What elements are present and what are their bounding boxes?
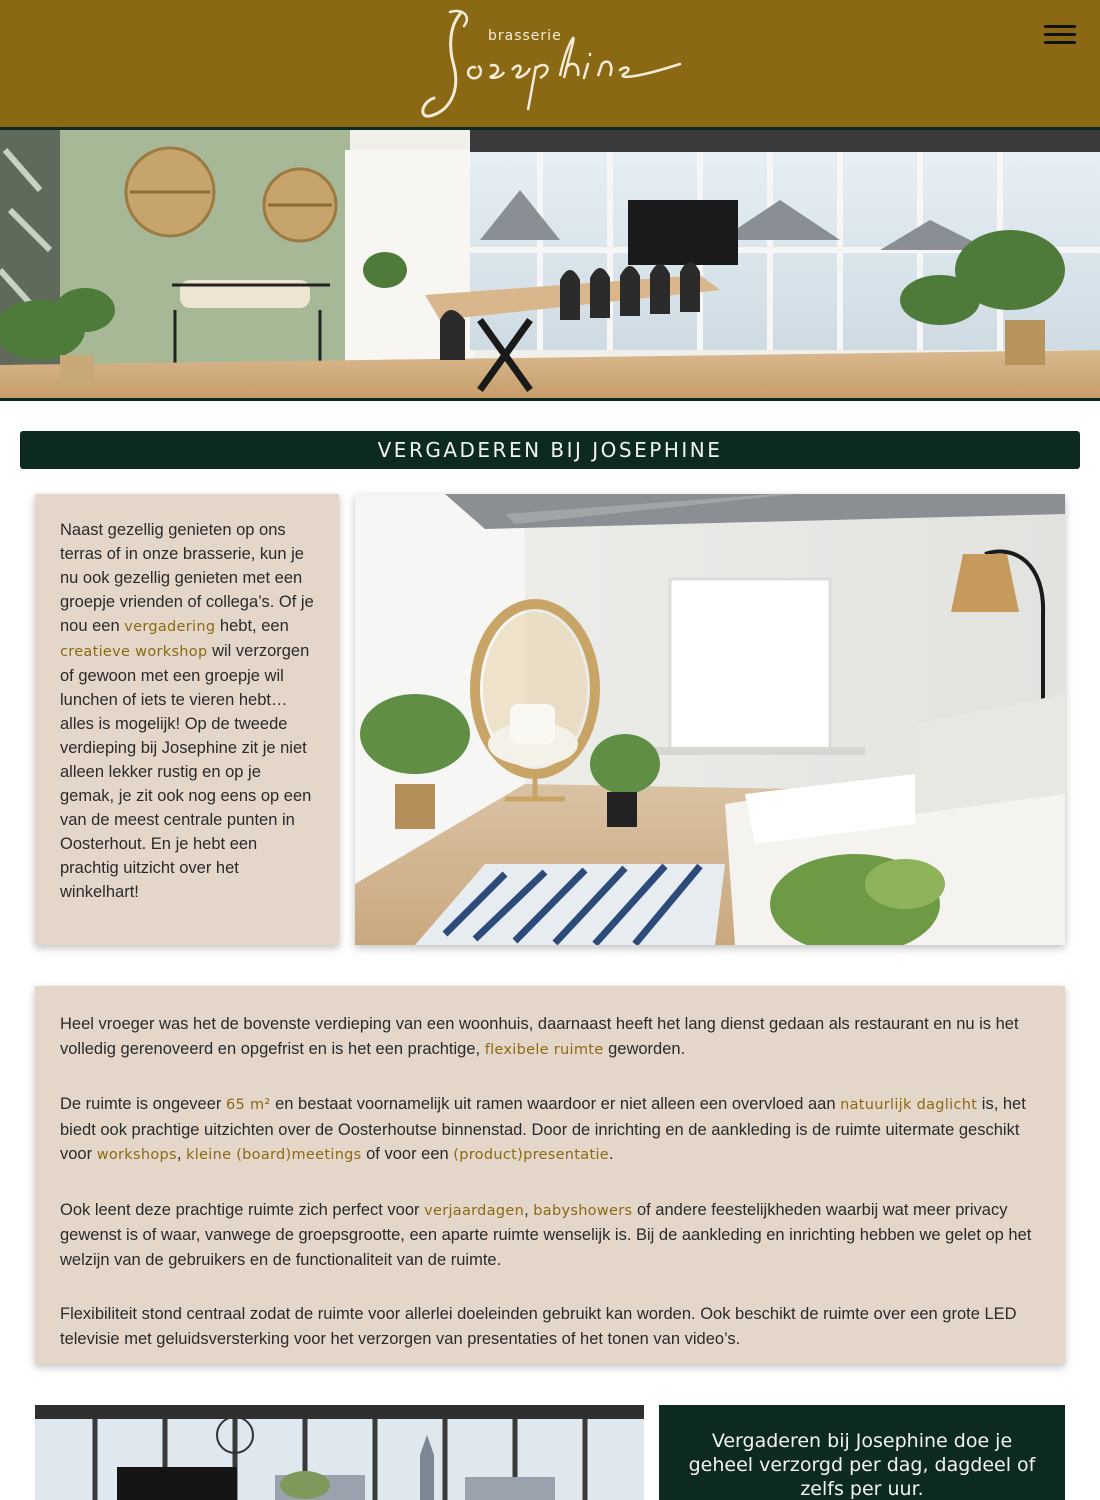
details-p2-text-1: De ruimte is ongeveer (60, 1095, 226, 1113)
window-view-image (35, 1405, 644, 1500)
section-title-bar (20, 431, 1080, 469)
details-p2-text-2: en bestaat voornamelijk uit ramen waardoor er niet alleen een overvloed aan (270, 1095, 841, 1113)
page-title: VERGADEREN BIJ JOSEPHINE (377, 438, 723, 462)
details-p2-text-6: . (609, 1145, 614, 1163)
details-p4-text-1: Flexibiliteit stond centraal zodat de ruimte voor allerlei doeleinden gebruikt kan worden. Ook beschikt de ruimte over een grote LED televisie met geluidsversterking voor het verzorgen van presentaties of het tonen van video’s. (60, 1305, 1017, 1348)
highlight-65-m2: 65 m² (226, 1097, 271, 1113)
highlight-creatieve-workshop: creatieve workshop (60, 644, 208, 660)
highlight-natuurlijk-daglicht: natuurlijk daglicht (840, 1097, 978, 1113)
details-p2-text-5: of voor een (361, 1145, 454, 1163)
details-p2-text-4: , (176, 1145, 187, 1163)
details-p3-text-2: , (524, 1200, 534, 1219)
highlight-product-presentatie: (product)presentatie (453, 1147, 610, 1163)
details-p3-text-3: of andere feestelijkheden waarbij wat meer privacy gewenst is of waar, vanwege de groepsgrootte, een aparte ruimte wenselijk is. Bij de aankleding en inrichting hebben we gelet op het welzijn van de gebruikers en de functionaliteit van de ruimte. (60, 1200, 1032, 1269)
logo-script-icon (420, 6, 682, 121)
highlight-kleine-board-meetings: kleine (board)meetings (186, 1147, 362, 1163)
highlight-verjaardagen: verjaardagen (424, 1202, 525, 1219)
intro-paragraph (60, 518, 315, 904)
details-paragraph-4 (60, 1302, 1040, 1351)
brand-logo[interactable] (420, 6, 682, 121)
highlight-flexibele-ruimte: flexibele ruimte (484, 1041, 604, 1058)
details-p1-text-1: Heel vroeger was het de bovenste verdieping van een woonhuis, daarnaast heeft het lang dienst gedaan als restaurant en nu is het volledig gerenoveerd en opgefrist en is het een prachtige, (60, 1015, 1019, 1058)
intro-text-2: hebt, een (215, 617, 289, 635)
details-p1-text-2: geworden. (603, 1039, 686, 1058)
intro-text-card (35, 494, 339, 945)
details-paragraph-3 (60, 1198, 1040, 1273)
pricing-teaser-text: Vergaderen bij Josephine doe je geheel verzorgd per dag, dagdeel of zelfs per uur. (688, 1430, 1036, 1500)
site-header (0, 0, 1100, 127)
highlight-babyshowers: babyshowers (533, 1202, 633, 1219)
hamburger-menu-icon[interactable] (1044, 25, 1076, 45)
details-p3-text-1: Ook leent deze prachtige ruimte zich perfect voor (60, 1200, 425, 1219)
logo-brasserie-text: brasserie (488, 28, 562, 44)
intro-text-3: wil verzorgen of gewoon met een groepje wil lunchen of iets te vieren hebt… alles is mogelijk! Op de tweede verdieping bij Josephine zit je niet alleen lekker rustig en op je gemak, je zit ook nog eens op een van de meest centrale punten in Oosterhout. En je hebt een prachtig uitzicht over het winkelhart! (60, 642, 312, 901)
intro-text-1: Naast gezellig genieten op ons terras of in onze brasserie, kun je nu ook gezellig genieten met een groepje vrienden of collega’s. Of je nou een (60, 521, 314, 635)
details-text-card (35, 986, 1065, 1364)
details-p2-text-3: is, het biedt ook prachtige uitzichten over de Oosterhoutse binnenstad. Door de inrichting en de aankleding is de ruimte uitermate geschikt voor (60, 1095, 1026, 1163)
details-paragraph-2 (60, 1092, 1040, 1168)
lounge-room-image (355, 494, 1065, 945)
details-paragraph-1 (60, 1012, 1040, 1062)
highlight-workshops: workshops (96, 1147, 177, 1163)
highlight-vergadering: vergadering (124, 619, 216, 635)
pricing-teaser-card (659, 1405, 1065, 1500)
hero-meeting-room-image (0, 127, 1100, 401)
